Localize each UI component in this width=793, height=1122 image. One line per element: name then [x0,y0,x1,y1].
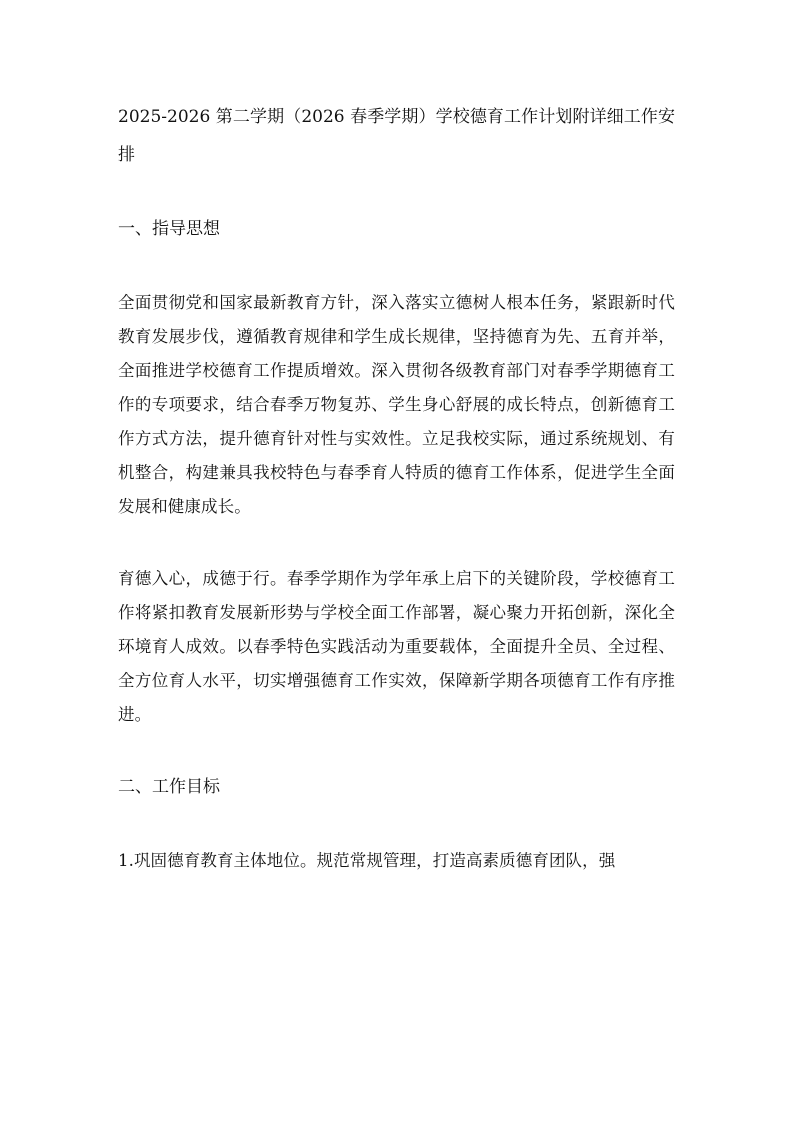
paragraph: 育德入心，成德于行。春季学期作为学年承上启下的关键阶段，学校德育工作将紧扣教育发展新形势与学校全面工作部署，凝心聚力开拓创新，深化全环境育人成效。以春季特色实践活动为重要载体，全面提升全员、全过程、全方位育人水平，切实增强德育工作实效，保障新学期各项德育工作有序推进。 [118,569,675,724]
section-heading-guiding-ideology: 一、指导思想 [118,219,220,239]
paragraph: 1.巩固德育教育主体地位。规范常规管理，打造高素质德育团队，强 [118,851,616,870]
document-title: 2025-2026 第二学期（2026 春季学期）学校德育工作计划附详细工作安排 [118,107,675,165]
paragraph: 全面贯彻党和国家最新教育方针，深入落实立德树人根本任务，紧跟新时代教育发展步伐，遵循教育规律和学生成长规律，坚持德育为先、五育并举，全面推进学校德育工作提质增效。深入贯彻各级教育部门对春季学期德育工作的专项要求，结合春季万物复苏、学生身心舒展的成长特点，创新德育工作方式方法，提升德育针对性与实效性。立足我校实际，通过系统规划、有机整合，构建兼具我校特色与春季育人特质的德育工作体系，促进学生全面发展和健康成长。 [118,293,675,516]
section-heading-work-goals: 二、工作目标 [118,777,220,797]
